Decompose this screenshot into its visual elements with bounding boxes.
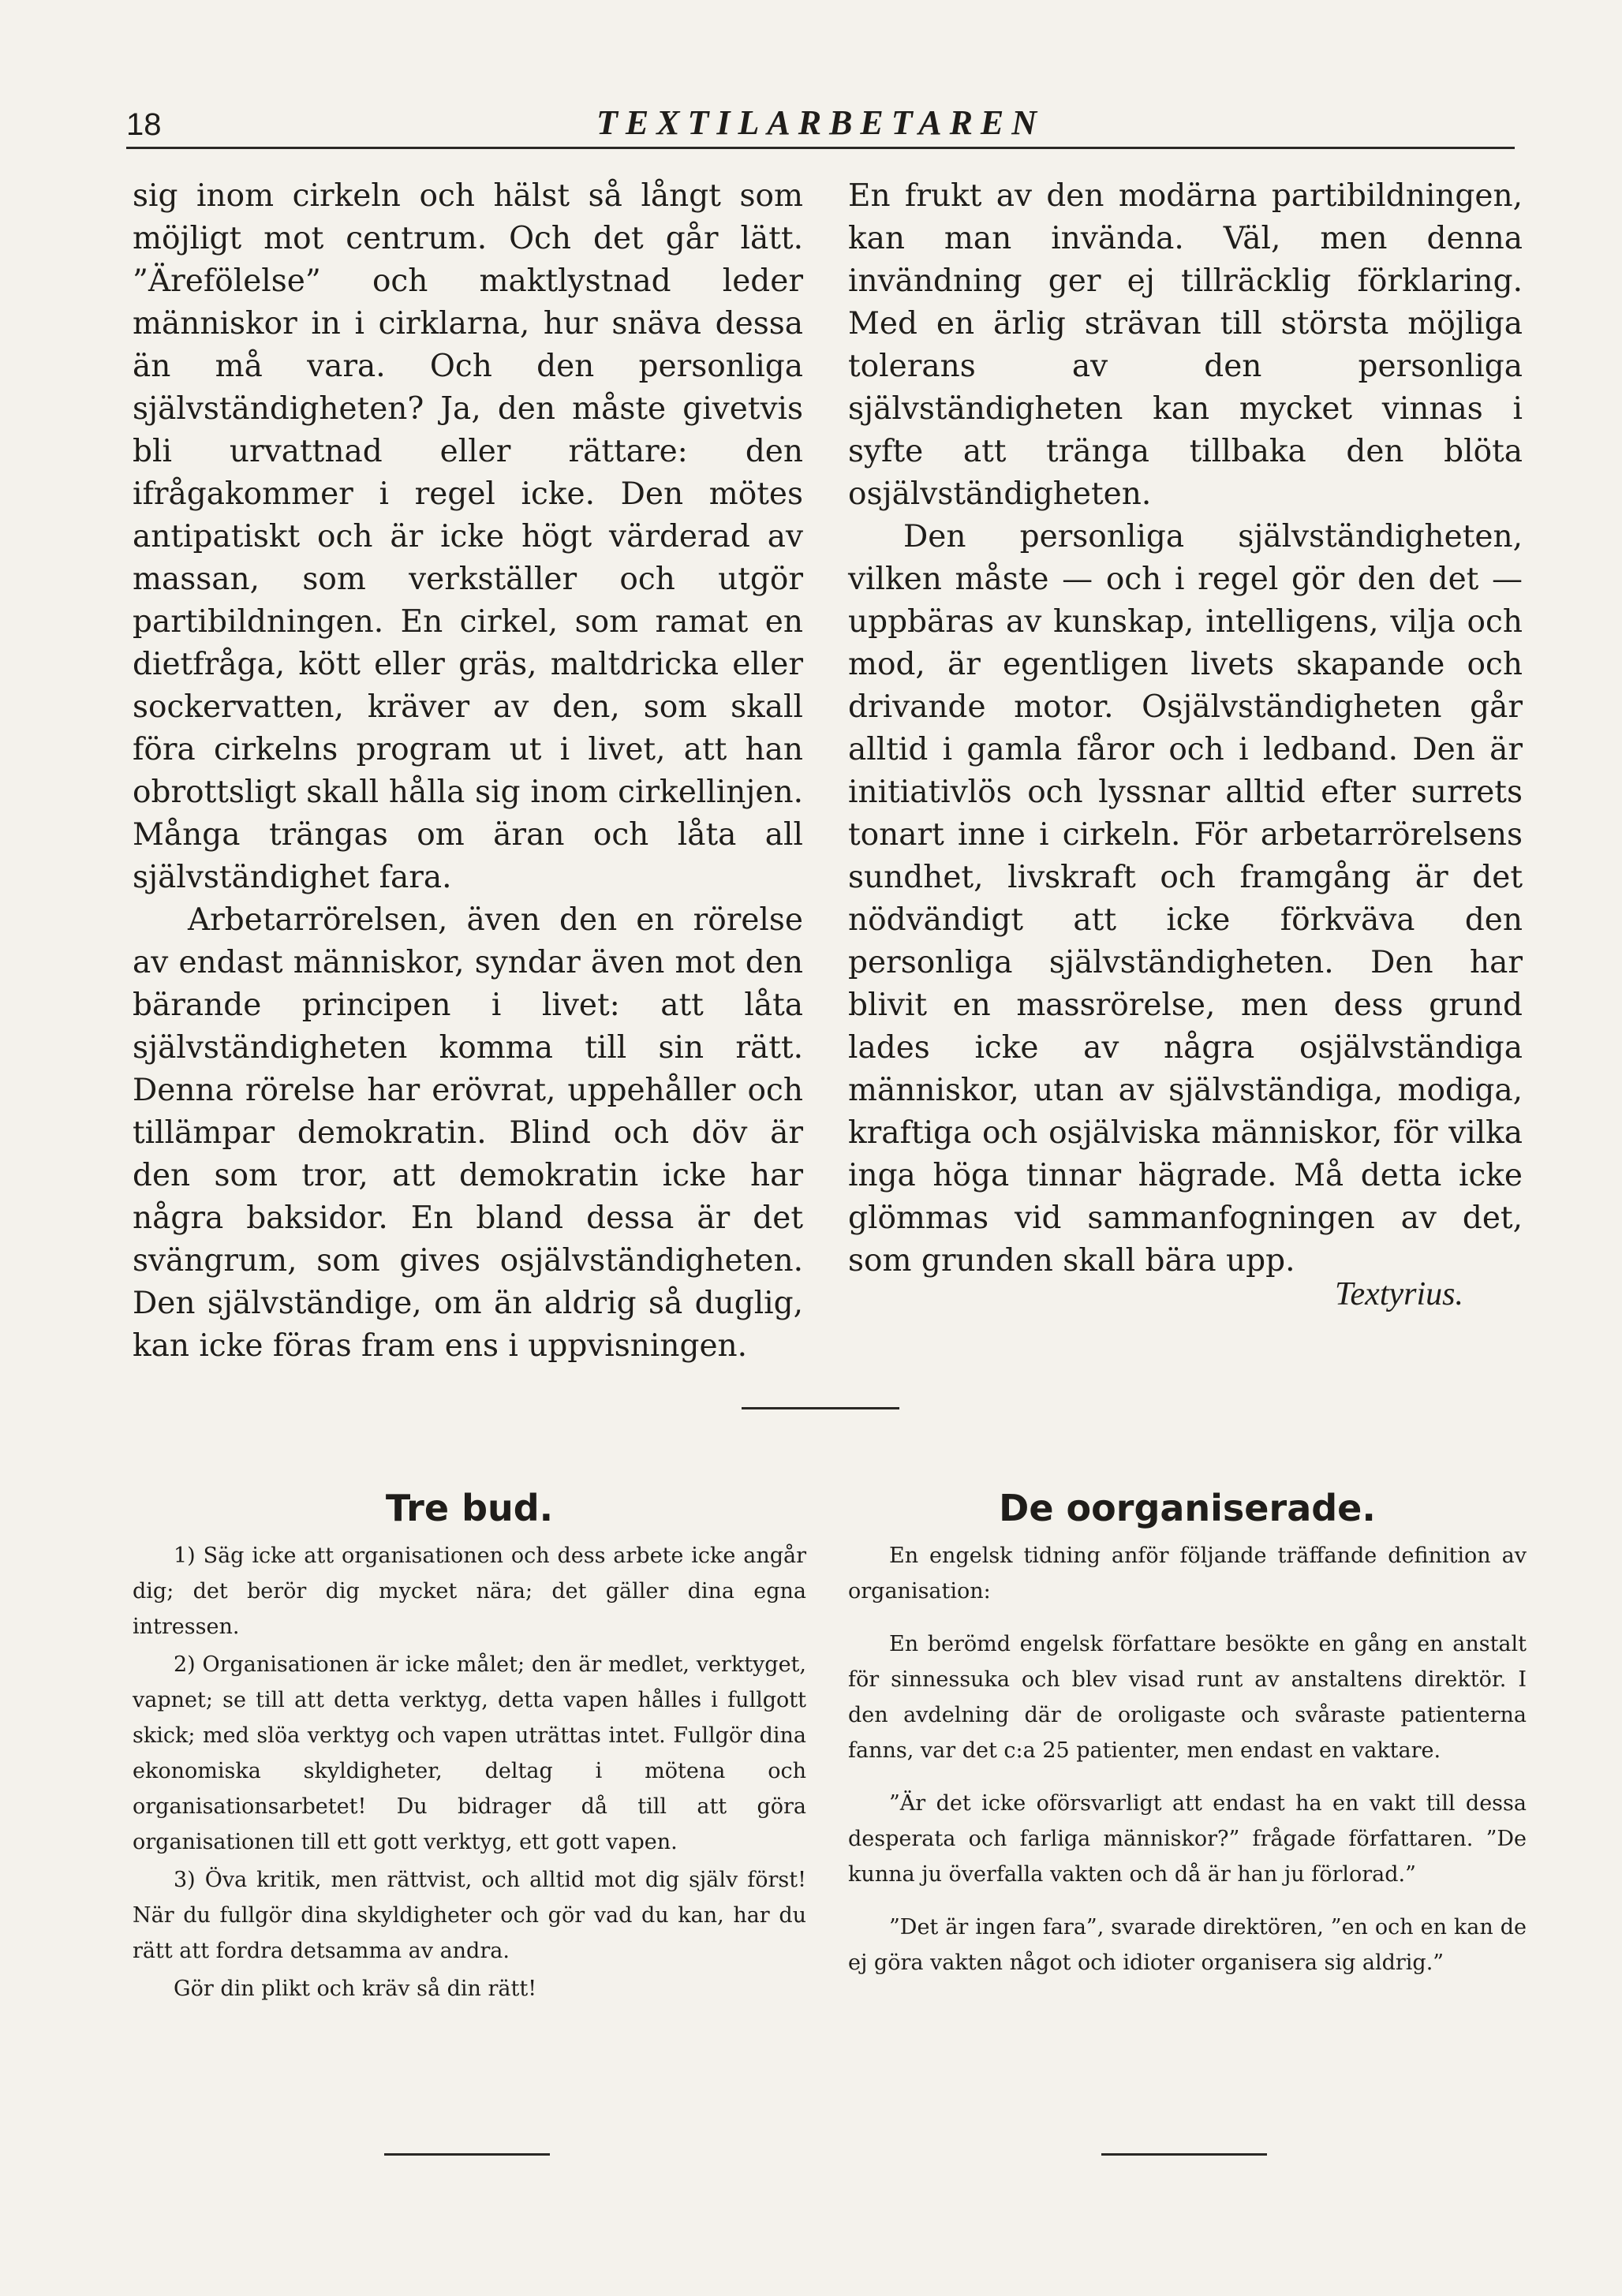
article-paragraph: En frukt av den modärna partibildningen, kan man invända. Väl, men denna invändning ger ej tillräcklig förklaring. Med en ärlig strävan till största möjliga tolerans av den personliga självständigheten kan mycket vinnas i syfte att tränga tillbaka den blöta osjälvständigheten. — [848, 178, 1523, 512]
footer-rule-left — [384, 2153, 550, 2156]
article-signature: Textyrius. — [1335, 1276, 1463, 1312]
tre-bud-paragraph: 3) Öva kritik, men rättvist, och alltid mot dig själv först! När du fullgör dina skyldigheter och gör vad du kan, har du rätt att fordra detsamma av andra. — [133, 1868, 806, 1963]
oorganiserade-title: De oorganiserade. — [999, 1487, 1376, 1529]
oorganiserade-paragraph: En berömd engelsk författare besökte en gång en anstalt för sinnessuka och blev visad runt av anstaltens direktör. I den avdelning där de oroligaste och svåraste patienterna fanns, var det c:a 25 patienter, men endast en vaktare. — [848, 1632, 1527, 1763]
oorganiserade-box — [848, 1538, 1527, 1983]
oorganiserade-paragraph: ”Är det icke oförsvarligt att endast ha en vakt till dessa desperata och farliga människor?” frågade författaren. ”De kunna ju överfalla vakten och då är han ju förlorad.” — [848, 1791, 1527, 1887]
tre-bud-box — [133, 1538, 806, 2009]
article-right-column — [848, 175, 1523, 1282]
oorganiserade-intro: En engelsk tidning anför följande träffande definition av organisation: — [848, 1544, 1527, 1603]
article-paragraph: Den personliga självständigheten, vilken måste — och i regel gör den det — uppbäras av kunskap, intelligens, vilja och mod, är egentligen livets skapande och drivande motor. Osjälvständigheten går alltid i gamla fåror och i ledband. Den är initiativlös och lyssnar alltid efter surrets tonart inne i cirkeln. För arbetarrörelsens sundhet, livskraft och framgång är det nödvändigt att icke förkväva den personliga självständigheten. Den har blivit en massrörelse, men dess grund lades icke av några osjälvständiga människor, utan av självständiga, modiga, kraftiga och osjälviska människor, för vilka inga höga tinnar hägrade. Må detta icke glömmas vid sammanfogningen av det, som grunden skall bära upp. — [848, 519, 1523, 1279]
footer-rule-right — [1101, 2153, 1267, 2156]
article-paragraph: sig inom cirkeln och hälst så långt som möjligt mot centrum. Och det går lätt. ”Ärefölelse” och maktlystnad leder människor in i cirklarna, hur snäva dessa än må vara. Och den personliga självständigheten? Ja, den måste givetvis bli urvattnad eller rättare: den ifrågakommer i regel icke. Den mötes antipatiskt och är icke högt värderad av massan, som verkställer och utgör partibildningen. En cirkel, som ramat en dietfråga, kött eller gräs, maltdricka eller sockervatten, kräver av den, som skall föra cirkelns program ut i livet, att han obrottsligt skall hålla sig inom cirkellinjen. Många trängas om äran och låta all självständighet fara. — [133, 178, 803, 895]
header-rule — [126, 147, 1515, 149]
page-header — [126, 103, 1515, 150]
tre-bud-paragraph: Gör din plikt och kräv så din rätt! — [174, 1977, 537, 2001]
tre-bud-paragraph: 2) Organisationen är icke målet; den är medlet, verktyget, vapnet; se till att detta verktyg, detta vapen hålles i fullgott skick; med slöa verktyg och vapen uträttas intet. Fullgör dina ekonomiska skyldigheter, deltag i mötena och organisationsarbetet! Du bidrager då till att göra organisationen till ett gott verktyg, ett gott vapen. — [133, 1652, 806, 1854]
tre-bud-title: Tre bud. — [385, 1487, 554, 1529]
tre-bud-paragraph: 1) Säg icke att organisationen och dess arbete icke angår dig; det berör dig mycket nära; det gäller dina egna intressen. — [133, 1544, 806, 1639]
article-paragraph: Arbetarrörelsen, även den en rörelse av endast människor, syndar även mot den bärande principen i livet: att låta självständigheten komma till sin rätt. Denna rörelse har erövrat, uppehåller och tillämpar demokratin. Blind och döv är den som tror, att demokratin icke har några baksidor. En bland dessa är det svängrum, som gives osjälvständigheten. Den självständige, om än aldrig så duglig, kan icke föras fram ens i uppvisningen. — [133, 902, 803, 1364]
page-number: 18 — [126, 107, 162, 142]
journal-title: TEXTILARBETAREN — [596, 103, 1045, 142]
oorganiserade-paragraph: ”Det är ingen fara”, svarade direktören, ”en och en kan de ej göra vakten något och idioter organisera sig aldrig.” — [848, 1915, 1527, 1975]
article-left-column — [133, 175, 803, 1368]
section-divider — [742, 1407, 899, 1409]
